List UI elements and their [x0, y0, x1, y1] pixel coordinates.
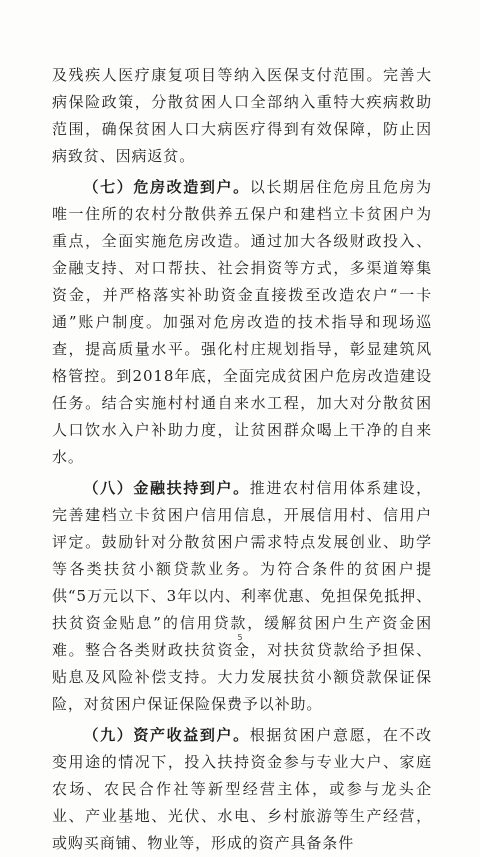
- paragraph-asset-income: [52, 722, 432, 857]
- paragraph-housing-renovation: [52, 174, 432, 471]
- page-number: 5: [237, 633, 243, 642]
- section-heading-9: （九）资产收益到户。: [83, 726, 250, 744]
- body-text: [52, 62, 432, 857]
- paragraph-financial-support: [52, 475, 432, 718]
- section-heading-8: （八）金融扶持到户。: [83, 479, 250, 497]
- paragraph-text: 以长期居住危房且危房为唯一住所的农村分散供养五保户和建档立卡贫困户为重点，全面实施危房改造。通过加大各级财政投入、金融支持、对口帮扶、社会捐资等方式，多渠道筹集资金，并严格落实补助资金直接拨至改造农户“一卡通”账户制度。加强对危房改造的技术指导和现场巡查，提高质量水平。强化村庄规划指导，彰显建筑风格管控。到2018年底，全面完成贫困户危房改造建设任务。结合实施村村通自来水工程，加大对分散贫困人口饮水入户补助力度，让贫困群众喝上干净的自来水。: [52, 178, 432, 466]
- paragraph-text: 推进农村信用体系建设，完善建档立卡贫困户信用信息，开展信用村、信用户评定。鼓励针对分散贫困户需求特点发展创业、助学等各类扶贫小额贷款业务。为符合条件的贫困户提供“5万元以下、3年以内、利率优惠、免担保免抵押、扶贫资金贴息”的信用贷款，缓解贫困户生产资金困难。整合各类财政扶贫资金，对扶贫贷款给予担保、贴息及风险补偿支持。大力发展扶贫小额贷款保证保险，对贫困户保证保险保费予以补助。: [52, 479, 432, 713]
- paragraph-text: 及残疾人医疗康复项目等纳入医保支付范围。完善大病保险政策，分散贫困人口全部纳入重特大疾病救助范围，确保贫困人口大病医疗得到有效保障，防止因病致贫、因病返贫。: [52, 66, 432, 165]
- section-heading-7: （七）危房改造到户。: [83, 178, 250, 196]
- paragraph-medical-insurance: [52, 62, 432, 170]
- paragraph-text: 根据贫困户意愿，在不改变用途的情况下，投入扶持资金参与专业大户、家庭农场、农民合作社等新型经营主体，或参与龙头企业、产业基地、光伏、水电、乡村旅游等生产经营，或购买商铺、物业等，形成的资产具备条件: [52, 726, 432, 852]
